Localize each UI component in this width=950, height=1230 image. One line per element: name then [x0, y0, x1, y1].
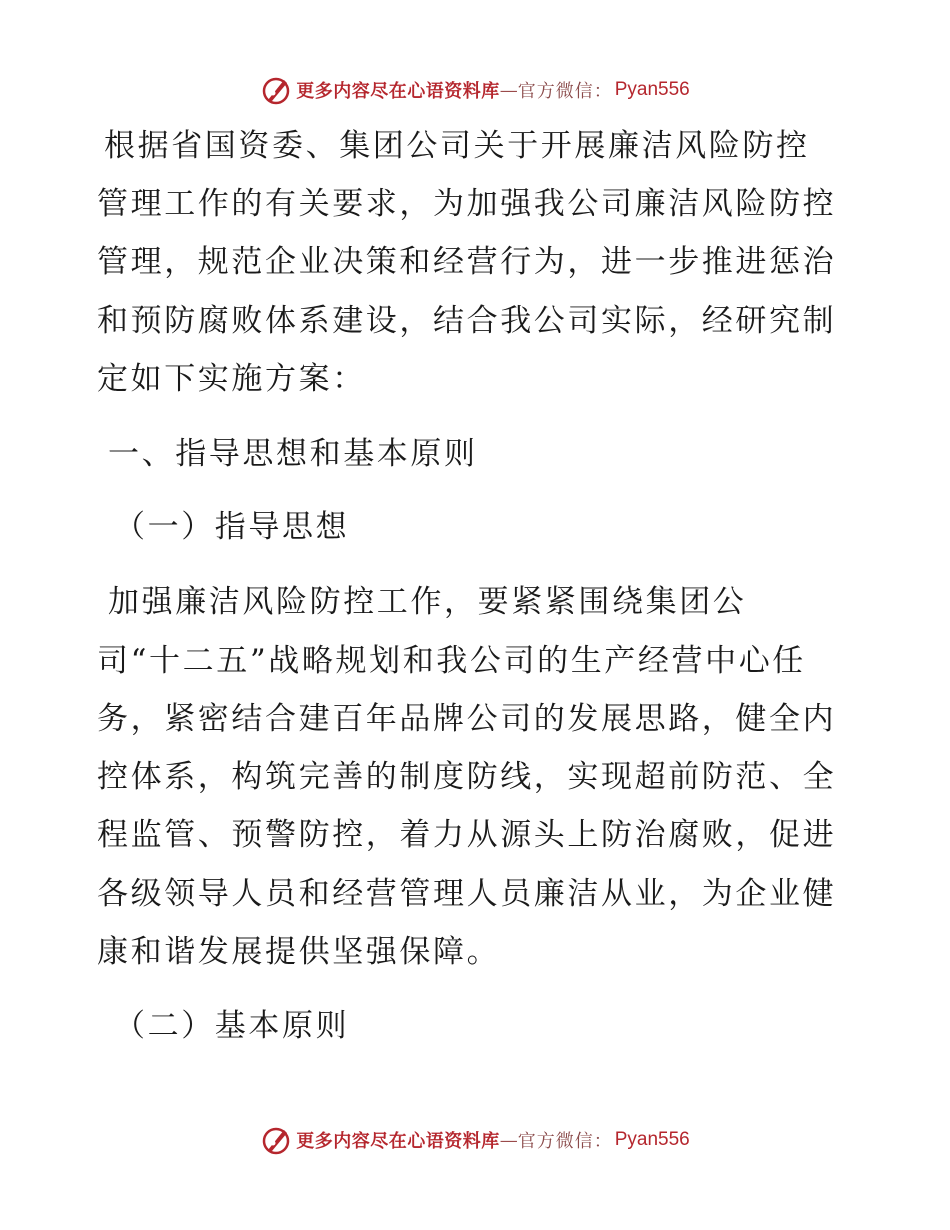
intro-line-4: 和预防腐败体系建设，结合我公司实际，经研究制: [97, 303, 837, 339]
wechat-handle: Pyan556: [614, 1129, 690, 1150]
separator: —: [499, 79, 518, 101]
guiding-line-1: 加强廉洁风险防控工作，要紧紧围绕集团公: [108, 584, 747, 620]
footer-watermark: [0, 1120, 950, 1160]
quill-logo-icon: [260, 1124, 292, 1156]
intro-line-3: 管理，规范企业决策和经营行为，进一步推进惩治: [97, 244, 837, 280]
guiding-line-4: 控体系，构筑完善的制度防线，实现超前防范、全: [97, 759, 837, 795]
quill-logo-icon: [260, 74, 292, 106]
official-wechat-label: 官方微信：: [517, 1131, 613, 1152]
intro-line-1: 根据省国资委、集团公司关于开展廉洁风险防控: [104, 128, 810, 164]
guiding-line-5: 程监管、预警防控，着力从源头上防治腐败，促进: [97, 817, 837, 853]
wechat-handle: Pyan556: [614, 79, 690, 100]
guiding-line-6: 各级领导人员和经营管理人员廉洁从业，为企业健: [97, 876, 837, 912]
official-wechat-label: 官方微信：: [517, 81, 613, 102]
intro-line-2: 管理工作的有关要求，为加强我公司廉洁风险防控: [97, 186, 837, 222]
guiding-line-3: 务，紧密结合建百年品牌公司的发展思路，健全内: [97, 701, 837, 737]
brand-text: 更多内容尽在心语资料库: [296, 1131, 500, 1152]
guiding-line-7: 康和谐发展提供坚强保障。: [97, 934, 501, 970]
separator: —: [499, 1129, 518, 1151]
subsection-heading-2: （二）基本原则: [114, 1008, 350, 1044]
guiding-line-2: 司“十二五”战略规划和我公司的生产经营中心任: [97, 643, 806, 679]
section-heading-1: 一、指导思想和基本原则: [108, 436, 478, 472]
header-watermark: [0, 70, 950, 110]
subsection-heading-1: （一）指导思想: [114, 509, 350, 545]
intro-line-5: 定如下实施方案：: [97, 361, 366, 397]
brand-text: 更多内容尽在心语资料库: [296, 81, 500, 102]
